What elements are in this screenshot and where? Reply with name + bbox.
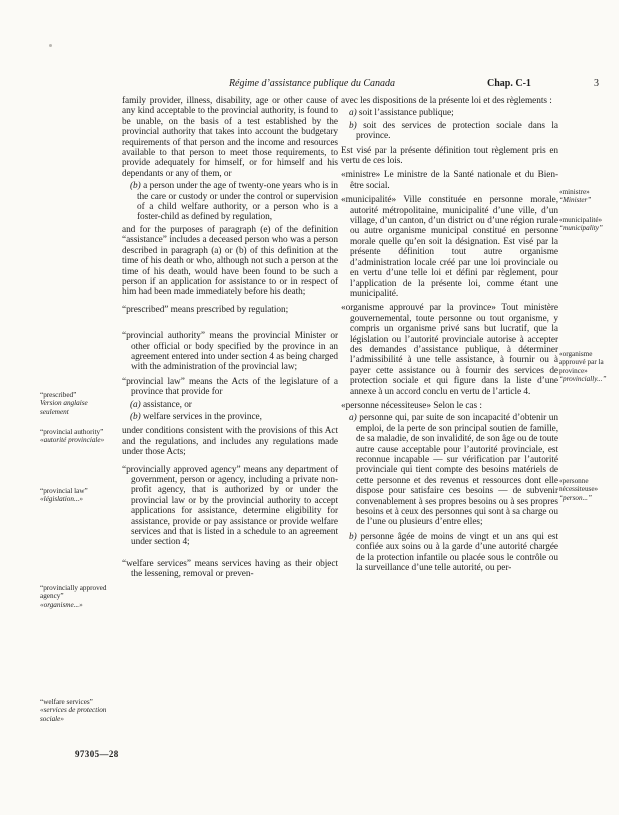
margin-note-term: «organisme approuvé par la province» [559, 350, 604, 375]
list-marker: b) [349, 531, 361, 542]
margin-note-term: «municipalité» [559, 216, 603, 224]
margin-note [40, 391, 114, 416]
margin-note-equivalent: «autorité provinciale» [40, 436, 105, 445]
paragraph: and for the purposes of paragraph (e) of the definition “assistance” includes a deceased person who was a person described in paragraph (a) or (b) of this definition at the time of his death or who, although not such a person at the time of his death, would have been found to be such a person if an application for assistance to or in respect of him had been made immediately before his death; [122, 224, 338, 298]
list-marker: (b) [130, 181, 144, 192]
paragraph: “provincial law” means the Acts of the legislature of a province that provide for [122, 376, 338, 398]
paragraph: (b) a person under the age of twenty-one years who is in the care or custody or under the control or supervision of a child welfare authority, or a person who is a foster-child as defined by regulation, [130, 181, 339, 223]
margin-note-term: “provincial law” [40, 487, 88, 495]
list-marker: (b) [130, 411, 143, 422]
paragraph: avec les dispositions de la présente loi et des règlements : [341, 96, 552, 106]
paragraph: b) personne âgée de moins de vingt et un ans qui est confiée aux soins ou à la garde d’une autorité chargée de la protection infantile ou placée sous le contrôle ou la surveillance d’une telle autorité, ou per- [349, 531, 558, 574]
margin-note [40, 428, 114, 445]
margin-note-equivalent: «services de protection sociale» [40, 706, 107, 723]
paragraph: family provider, illness, disability, age or other cause of any kind acceptable to the provincial authority, is found to be unable, on the basis of a test established by the provincial authority that takes into account the budgetary requirements of that person and the income and resources available to that person to meet those requirements, to provide adequately for himself, or for himself and his dependants or any of them, or [122, 96, 338, 179]
margin-note-term: “provincially approved agency” [40, 584, 107, 601]
margin-note [40, 698, 114, 723]
paragraph: “provincially approved agency” means any department of government, person or agency, including a private non-profit agency, that is authorized by or under the provincial law or by the provincial authority to accept applications for assistance, determine eligibility for assistance, provide or pay assistance or provide welfare services and that is listed in a schedule to an agreement under section 4; [122, 464, 338, 548]
list-marker: b) [349, 120, 364, 131]
paragraph: (a) assistance, or [130, 399, 192, 410]
margin-note-equivalent: Version anglaise seulement [40, 399, 88, 416]
margin-note [40, 584, 114, 609]
scan-artifact-dot [49, 44, 52, 47]
paragraph: «organisme approuvé par la province» Tout ministère gouvernemental, toute personne ou tout organisme, y compris un organisme privé sans but lucratif, que la législation ou l’autorité provinciale autorise à accepter des demandes d’assistance publique, à déterminer l’admissibilité à une telle assistance, à fournir ou à payer cette assistance ou à fournir des services de protection sociale et qui figure dans la liste d’une annexe à un accord conclu en vertu de l’article 4. [341, 303, 558, 397]
running-title: Régime d’assistance publique du Canada [228, 78, 396, 89]
margin-note-equivalent: “person...” [559, 493, 592, 502]
chapter-label: Chap. C-1 [487, 78, 531, 89]
margin-note-term: «ministre» [559, 188, 590, 196]
paragraph: Est visé par la présente définition tout règlement pris en vertu de ces lois. [341, 145, 558, 167]
margin-note [559, 477, 616, 502]
paragraph: “provincial authority” means the provincial Minister or other official or body specified by the province in an agreement entered into under section 4 as being charged with the administration of the provincial law; [122, 331, 338, 373]
paragraph: «municipalité» Ville constituée en personne morale, autorité métropolitaine, municipalité d’une ville, d’un village, d’un canton, d’un district ou d’une région rurale ou autre organisme municipal constitué en personne morale quelle qu’en soit la désignation. Est visé par la présente définition tout autre organisme d’administration locale créé par une loi provinciale ou en vertu d’une telle loi et défini par règlement, pour l’application de la présente loi, comme étant une municipalité. [341, 195, 558, 299]
list-marker: a) [349, 108, 359, 119]
margin-note-equivalent: “municipality” [559, 224, 603, 233]
paragraph: “welfare services” means services having as their object the lessening, removal or preven- [122, 558, 338, 580]
margin-note-equivalent: «organisme...» [40, 600, 83, 609]
margin-note [559, 188, 616, 205]
margin-note [40, 487, 114, 504]
margin-note-term: “welfare services” [40, 698, 93, 706]
paragraph: “prescribed” means prescribed by regulation; [122, 304, 289, 315]
margin-note-term: “prescribed” [40, 391, 77, 399]
margin-note-term: “provincial authority” [40, 428, 104, 436]
list-marker: (a) [130, 399, 143, 410]
paragraph: under conditions consistent with the provisions of this Act and the regulations, and includes any regulations made under those Acts; [122, 426, 338, 458]
print-code: 97305—28 [75, 749, 119, 759]
paragraph: (b) welfare services in the province, [130, 411, 262, 422]
list-marker: a) [349, 413, 360, 424]
margin-note [559, 216, 616, 233]
paragraph: a) personne qui, par suite de son incapacité d’obtenir un emploi, de la perte de son principal soutien de famille, de sa maladie, de son invalidité, de son âge ou de toute autre cause acceptable pour l’autorité provinciale, est reconnue incapable — sur vérification par l’autorité provinciale qui tient compte des besoins matériels de cette personne et des revenus et ressources dont elle dispose pour satisfaire ces besoins — de subvenir convenablement à ses propres besoins ou à ses propres besoins et à ceux des personnes qui sont à sa charge ou de l’une ou plusieurs d’entre elles; [349, 413, 558, 528]
paragraph: «ministre» Le ministre de la Santé nationale et du Bien-être social. [341, 170, 558, 191]
paragraph: «personne nécessiteuse» Selon le cas : [341, 400, 482, 411]
margin-note [559, 350, 616, 384]
margin-note-term: «personne nécessiteuse» [559, 477, 599, 494]
paragraph: a) soit l’assistance publique; [349, 108, 454, 119]
left-column [122, 96, 338, 580]
page-number: 3 [594, 78, 599, 89]
paragraph: b) soit des services de protection sociale dans la province. [349, 120, 558, 142]
right-column [341, 96, 558, 573]
margin-note-equivalent: “provincially...” [559, 375, 607, 384]
margin-note-equivalent: “Minister” [559, 196, 592, 205]
margin-note-equivalent: «législation...» [40, 495, 83, 504]
